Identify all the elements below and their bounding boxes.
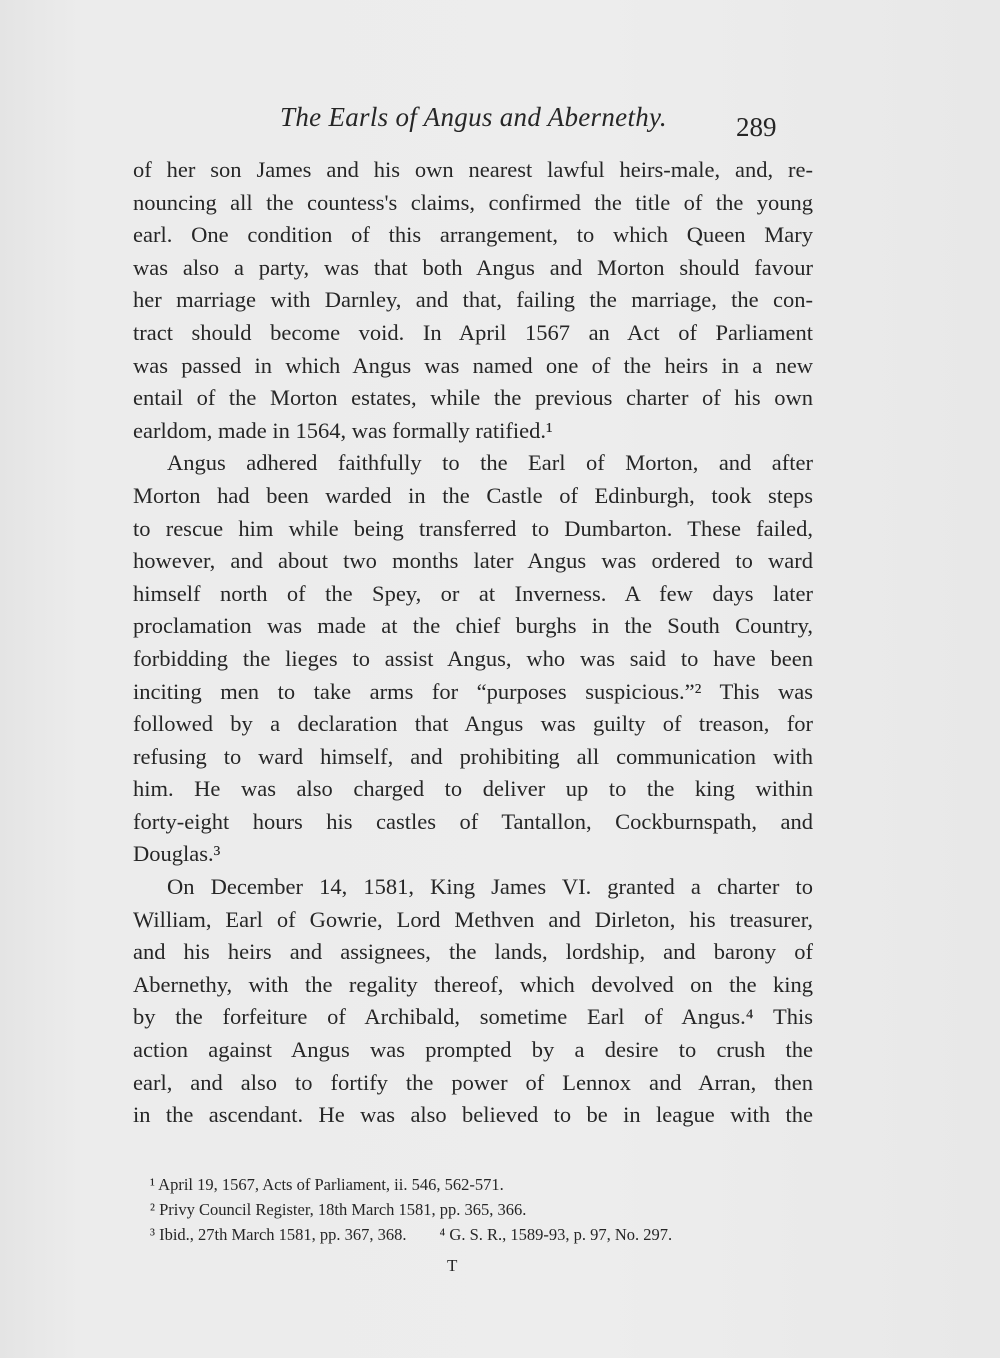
text-line: earl. One condition of this arrangement, to which Queen Mary (133, 222, 813, 248)
text-line: forbidding the lieges to assist Angus, who was said to have been (133, 645, 813, 671)
text-line: followed by a declaration that Angus was guilty of treason, for (133, 711, 813, 737)
text-line: was passed in which Angus was named one of the heirs in a new (133, 352, 813, 378)
text-line: her marriage with Darnley, and that, failing the marriage, the con- (133, 287, 813, 313)
text-line: himself north of the Spey, or at Inverness. A few days later (133, 580, 813, 606)
footnote: ¹ April 19, 1567, Acts of Parliament, ii. 546, 562-571. (150, 1175, 504, 1194)
text-line: Angus adhered faithfully to the Earl of Morton, and after (167, 450, 813, 476)
text-line: inciting men to take arms for “purposes suspicious.”² This was (133, 678, 813, 704)
text-line: tract should become void. In April 1567 an Act of Parliament (133, 319, 813, 345)
text-line: was also a party, was that both Angus and Morton should favour (133, 254, 813, 280)
text-line: action against Angus was prompted by a desire to crush the (133, 1037, 813, 1063)
text-line: and his heirs and assignees, the lands, lordship, and barony of (133, 939, 813, 965)
footnote: ³ Ibid., 27th March 1581, pp. 367, 368. ⁴ G. S. R., 1589-93, p. 97, No. 297. (150, 1225, 673, 1244)
text-line: of her son James and his own nearest lawful heirs-male, and, re- (133, 157, 813, 182)
page-number: 289 (736, 112, 777, 142)
text-line: nouncing all the countess's claims, confirmed the title of the young (133, 189, 813, 215)
text-line: in the ascendant. He was also believed to be in league with the (133, 1102, 813, 1128)
text-line: however, and about two months later Angus was ordered to ward (133, 548, 813, 574)
text-line: entail of the Morton estates, while the previous charter of his own (133, 385, 813, 411)
text-line: refusing to ward himself, and prohibiting all communication with (133, 743, 813, 769)
text-line: Abernethy, with the regality thereof, which devolved on the king (133, 971, 813, 997)
footnotes (150, 1172, 790, 1247)
text-line: earl, and also to fortify the power of Lennox and Arran, then (133, 1069, 813, 1095)
body-text (133, 154, 813, 1132)
running-header-title: The Earls of Angus and Abernethy. (280, 102, 667, 132)
text-line: Douglas.³ (133, 841, 221, 867)
signature-mark: T (447, 1256, 458, 1275)
text-line: to rescue him while being transferred to Dumbarton. These failed, (133, 515, 813, 541)
text-line: William, Earl of Gowrie, Lord Methven and Dirleton, his treasurer, (133, 906, 813, 932)
text-line: proclamation was made at the chief burghs in the South Country, (133, 613, 813, 639)
text-line: On December 14, 1581, King James VI. granted a charter to (167, 874, 813, 900)
text-line: earldom, made in 1564, was formally ratified.¹ (133, 417, 553, 443)
text-line: forty-eight hours his castles of Tantallon, Cockburnspath, and (133, 808, 813, 834)
text-line: Morton had been warded in the Castle of Edinburgh, took steps (133, 482, 813, 508)
footnote: ² Privy Council Register, 18th March 1581, pp. 365, 366. (150, 1200, 527, 1219)
text-line: him. He was also charged to deliver up to the king within (133, 776, 813, 802)
text-line: by the forfeiture of Archibald, sometime Earl of Angus.⁴ This (133, 1004, 813, 1030)
